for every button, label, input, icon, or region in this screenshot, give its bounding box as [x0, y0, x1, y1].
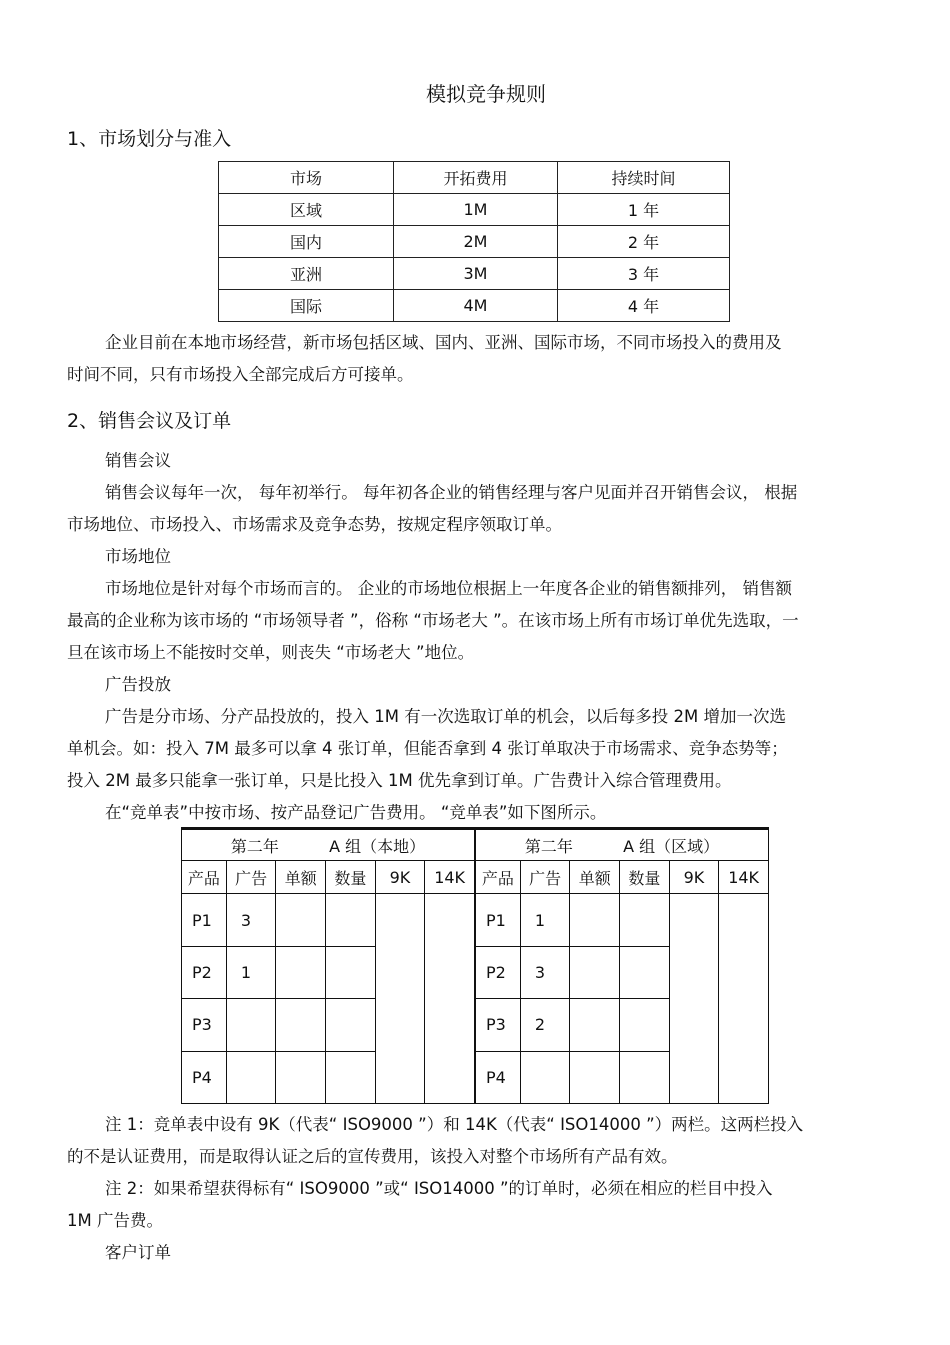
table-row	[182, 894, 475, 946]
quantity-cell	[620, 946, 670, 998]
table-cell: 2M	[394, 226, 558, 258]
col-header: 单额	[276, 861, 326, 894]
col-header: 9K	[669, 861, 719, 894]
product-cell: P4	[476, 1051, 521, 1103]
ad-cell	[520, 1051, 570, 1103]
product-cell: P1	[476, 894, 521, 946]
note-line: 注 2：如果希望获得标有“ ISO9000 ”或“ ISO14000 ”的订单时，必须在相应的栏目中投入	[105, 1179, 773, 1198]
bid-table-local	[181, 827, 475, 1104]
header-cell: 开拓费用	[394, 162, 558, 194]
bid-columns-row	[476, 861, 769, 894]
ad-cell: 1	[520, 894, 570, 946]
market-table	[218, 161, 730, 322]
page-title: 模拟竞争规则	[426, 82, 546, 106]
table-cell: 亚洲	[219, 258, 394, 290]
section-1-heading: 1、市场划分与准入	[67, 128, 232, 150]
bid-table-title	[476, 829, 769, 861]
col-header: 9K	[375, 861, 425, 894]
paragraph-line: 最高的企业称为该市场的 “市场领导者 ”，俗称 “市场老大 ”。在该市场上所有市场订单优先选取，一	[67, 611, 799, 630]
iso9000-cell	[375, 894, 425, 1104]
header-cell: 市场	[219, 162, 394, 194]
product-cell: P2	[182, 946, 227, 998]
bid-year: 第二年	[230, 836, 279, 856]
col-header: 广告	[520, 861, 570, 894]
col-header: 数量	[326, 861, 376, 894]
amount-cell	[570, 999, 620, 1051]
table-row	[219, 290, 730, 322]
iso14000-cell	[719, 894, 769, 1104]
quantity-cell	[326, 1051, 376, 1103]
paragraph-line: 单机会。如：投入 7M 最多可以拿 4 张订单，但能否拿到 4 张订单取决于市场需求、竞争态势等；	[67, 739, 788, 758]
product-cell: P4	[182, 1051, 227, 1103]
note-line: 注 1：竞单表中设有 9K（代表“ ISO9000 ”）和 14K（代表“ ISO14000 ”）两栏。这两栏投入	[105, 1115, 804, 1134]
col-header: 14K	[425, 861, 475, 894]
product-cell: P2	[476, 946, 521, 998]
quantity-cell	[326, 946, 376, 998]
table-row	[219, 258, 730, 290]
table-cell: 2 年	[558, 226, 730, 258]
bid-table-title	[182, 829, 475, 861]
col-header: 产品	[182, 861, 227, 894]
subheading: 客户订单	[105, 1243, 171, 1262]
bid-columns-row	[182, 861, 475, 894]
table-row	[219, 194, 730, 226]
ad-cell: 1	[226, 946, 276, 998]
bid-table-title-row	[476, 829, 769, 861]
product-cell: P3	[182, 999, 227, 1051]
ad-cell	[226, 1051, 276, 1103]
paragraph-line: 市场地位、市场投入、市场需求及竞争态势，按规定程序领取订单。	[67, 515, 562, 534]
amount-cell	[276, 946, 326, 998]
paragraph-line: 时间不同，只有市场投入全部完成后方可接单。	[67, 365, 414, 384]
amount-cell	[570, 894, 620, 946]
amount-cell	[570, 946, 620, 998]
header-cell: 持续时间	[558, 162, 730, 194]
table-row	[219, 226, 730, 258]
quantity-cell	[620, 999, 670, 1051]
quantity-cell	[326, 894, 376, 946]
paragraph-line: 市场地位是针对每个市场而言的。 企业的市场地位根据上一年度各企业的销售额排列， 销售额	[105, 579, 792, 598]
subheading: 市场地位	[105, 547, 171, 566]
ad-cell	[226, 999, 276, 1051]
amount-cell	[276, 999, 326, 1051]
table-cell: 4 年	[558, 290, 730, 322]
quantity-cell	[620, 894, 670, 946]
ad-cell: 3	[226, 894, 276, 946]
paragraph-line: 投入 2M 最多只能拿一张订单，只是比投入 1M 优先拿到订单。广告费计入综合管理费用。	[67, 771, 732, 790]
table-cell: 国内	[219, 226, 394, 258]
bid-table-region	[475, 827, 769, 1104]
bid-table-title-row	[182, 829, 475, 861]
table-cell: 4M	[394, 290, 558, 322]
ad-cell: 2	[520, 999, 570, 1051]
paragraph-line: 在“竞单表”中按市场、按产品登记广告费用。 “竞单表”如下图所示。	[105, 803, 607, 822]
iso9000-cell	[669, 894, 719, 1104]
table-cell: 区域	[219, 194, 394, 226]
paragraph-line: 旦在该市场上不能按时交单，则丧失 “市场老大 ”地位。	[67, 643, 475, 662]
table-cell: 国际	[219, 290, 394, 322]
ad-cell: 3	[520, 946, 570, 998]
table-cell: 1 年	[558, 194, 730, 226]
table-cell: 1M	[394, 194, 558, 226]
col-header: 数量	[620, 861, 670, 894]
bid-group: A 组（本地）	[329, 836, 426, 856]
amount-cell	[570, 1051, 620, 1103]
col-header: 单额	[570, 861, 620, 894]
table-header-row	[219, 162, 730, 194]
section-2-heading: 2、销售会议及订单	[67, 410, 232, 432]
note-line: 的不是认证费用，而是取得认证之后的宣传费用，该投入对整个市场所有产品有效。	[67, 1147, 678, 1166]
paragraph-line: 销售会议每年一次， 每年初举行。 每年初各企业的销售经理与客户见面并召开销售会议， 根据	[105, 483, 798, 502]
product-cell: P3	[476, 999, 521, 1051]
quantity-cell	[620, 1051, 670, 1103]
table-cell: 3 年	[558, 258, 730, 290]
table-cell: 3M	[394, 258, 558, 290]
amount-cell	[276, 1051, 326, 1103]
product-cell: P1	[182, 894, 227, 946]
amount-cell	[276, 894, 326, 946]
table-row	[476, 894, 769, 946]
iso14000-cell	[425, 894, 475, 1104]
col-header: 14K	[719, 861, 769, 894]
quantity-cell	[326, 999, 376, 1051]
paragraph-line: 广告是分市场、分产品投放的，投入 1M 有一次选取订单的机会，以后每多投 2M 增加一次选	[105, 707, 786, 726]
col-header: 产品	[476, 861, 521, 894]
subheading: 销售会议	[105, 451, 171, 470]
col-header: 广告	[226, 861, 276, 894]
subheading: 广告投放	[105, 675, 171, 694]
note-line: 1M 广告费。	[67, 1211, 163, 1230]
bid-year: 第二年	[524, 836, 573, 856]
bid-group: A 组（区域）	[623, 836, 720, 856]
paragraph-line: 企业目前在本地市场经营，新市场包括区域、国内、亚洲、国际市场，不同市场投入的费用及	[105, 333, 782, 352]
